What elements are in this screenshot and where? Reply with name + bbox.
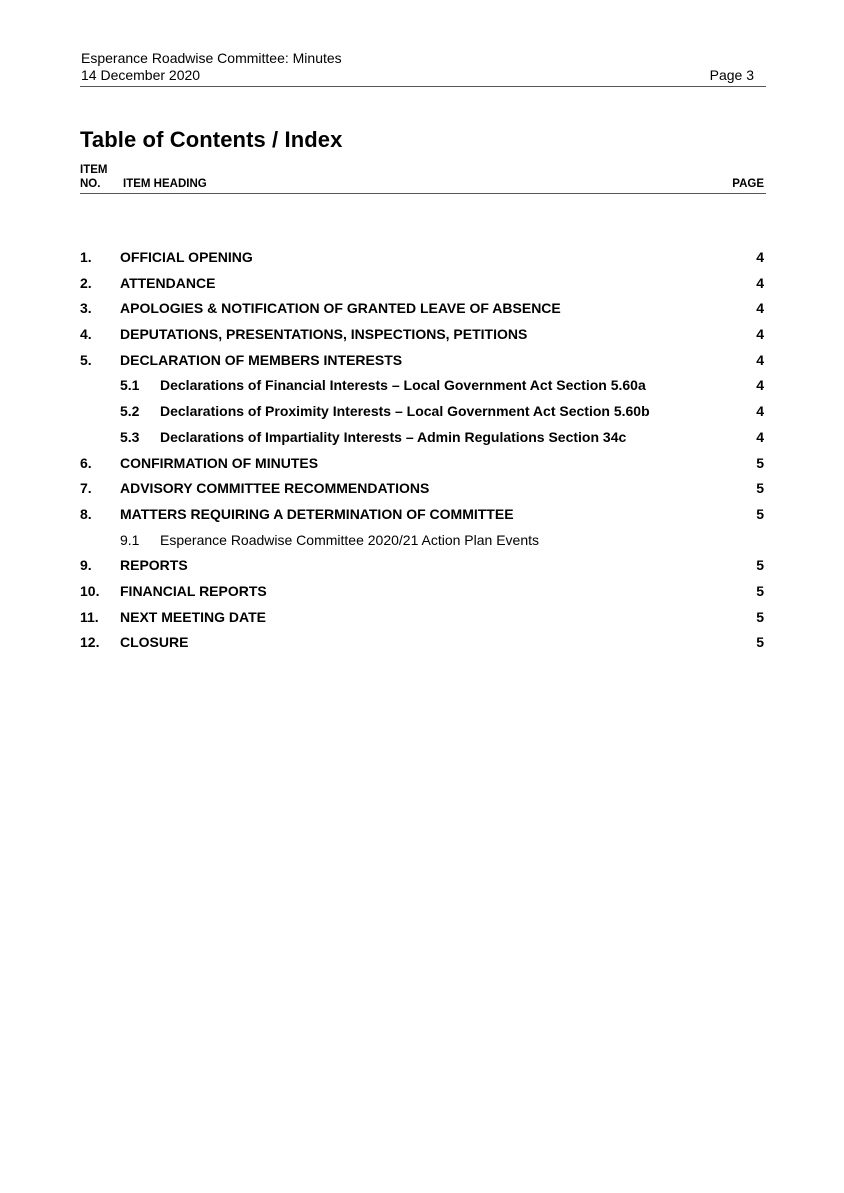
toc-entry[interactable] <box>80 555 766 581</box>
column-no-label: NO. <box>80 178 101 190</box>
table-of-contents <box>80 247 766 658</box>
column-heading-label: ITEM HEADING <box>123 178 207 190</box>
item-heading: CONFIRMATION OF MINUTES <box>120 454 319 471</box>
item-page: 4 <box>756 300 764 317</box>
item-page: 5 <box>756 634 764 651</box>
column-item-label: ITEM <box>80 164 108 176</box>
item-heading: OFFICIAL OPENING <box>120 249 253 265</box>
item-heading: MATTERS REQUIRING A DETERMINATION OF COMMITTEE <box>120 505 514 522</box>
toc-entry[interactable] <box>80 607 766 633</box>
toc-entry[interactable] <box>80 453 766 479</box>
item-page: 4 <box>756 428 764 445</box>
item-heading: ATTENDANCE <box>120 274 216 291</box>
item-number: 1. <box>80 249 92 265</box>
item-heading: NEXT MEETING DATE <box>120 608 266 625</box>
toc-entry[interactable] <box>80 504 766 530</box>
item-heading: APOLOGIES & NOTIFICATION OF GRANTED LEAVE OF ABSENCE <box>120 300 561 317</box>
item-heading: Declarations of Impartiality Interests – Admin Regulations Section 34c <box>160 428 627 445</box>
toc-subentry[interactable] <box>80 530 766 556</box>
item-heading: Declarations of Financial Interests – Local Government Act Section 5.60a <box>160 377 646 394</box>
toc-subentry[interactable] <box>80 401 766 427</box>
document-title: Esperance Roadwise Committee: Minutes <box>81 50 342 66</box>
item-page: 4 <box>756 403 764 420</box>
item-number: 11. <box>80 608 99 625</box>
toc-entry[interactable] <box>80 298 766 324</box>
item-page: 4 <box>756 326 764 343</box>
item-heading: DEPUTATIONS, PRESENTATIONS, INSPECTIONS, PETITIONS <box>120 326 528 343</box>
item-page: 5 <box>756 454 764 471</box>
item-number: 6. <box>80 454 92 471</box>
toc-entry[interactable] <box>80 350 766 376</box>
item-number: 2. <box>80 274 92 291</box>
toc-entry[interactable] <box>80 324 766 350</box>
page-number: Page 3 <box>709 67 754 83</box>
item-number: 5. <box>80 351 92 368</box>
item-number: 9. <box>80 557 92 574</box>
toc-entry[interactable] <box>80 247 766 273</box>
item-heading: ADVISORY COMMITTEE RECOMMENDATIONS <box>120 480 430 497</box>
item-page: 5 <box>756 582 764 599</box>
toc-subentry[interactable] <box>80 427 766 453</box>
item-heading: FINANCIAL REPORTS <box>120 582 267 599</box>
item-number: 5.2 <box>120 403 140 420</box>
item-number: 12. <box>80 634 100 651</box>
item-heading: CLOSURE <box>120 634 189 651</box>
item-number: 5.1 <box>120 377 140 394</box>
toc-entry[interactable] <box>80 632 766 658</box>
item-heading: Esperance Roadwise Committee 2020/21 Action Plan Events <box>160 531 539 548</box>
item-page: 4 <box>756 274 764 291</box>
item-number: 4. <box>80 326 92 343</box>
page-title: Table of Contents / Index <box>80 127 343 152</box>
item-number: 10. <box>80 582 100 599</box>
item-number: 5.3 <box>120 428 140 445</box>
item-page: 4 <box>756 377 764 394</box>
item-page: 5 <box>756 480 764 497</box>
toc-subentry[interactable] <box>80 375 766 401</box>
item-page: 5 <box>756 505 764 522</box>
toc-entry[interactable] <box>80 273 766 299</box>
page-header <box>80 50 766 87</box>
meeting-date: 14 December 2020 <box>81 67 201 83</box>
column-page-label: PAGE <box>732 178 764 190</box>
item-number: 8. <box>80 505 92 522</box>
item-number: 9.1 <box>120 531 140 548</box>
toc-entry[interactable] <box>80 478 766 504</box>
item-page: 4 <box>756 249 764 265</box>
toc-column-headers <box>80 164 766 194</box>
item-number: 7. <box>80 480 92 497</box>
item-page: 4 <box>756 351 764 368</box>
item-heading: REPORTS <box>120 557 188 574</box>
item-page: 5 <box>756 557 764 574</box>
item-number: 3. <box>80 300 92 317</box>
item-heading: DECLARATION OF MEMBERS INTERESTS <box>120 351 403 368</box>
item-heading: Declarations of Proximity Interests – Local Government Act Section 5.60b <box>160 403 650 420</box>
item-page: 5 <box>756 608 764 625</box>
toc-entry[interactable] <box>80 581 766 607</box>
